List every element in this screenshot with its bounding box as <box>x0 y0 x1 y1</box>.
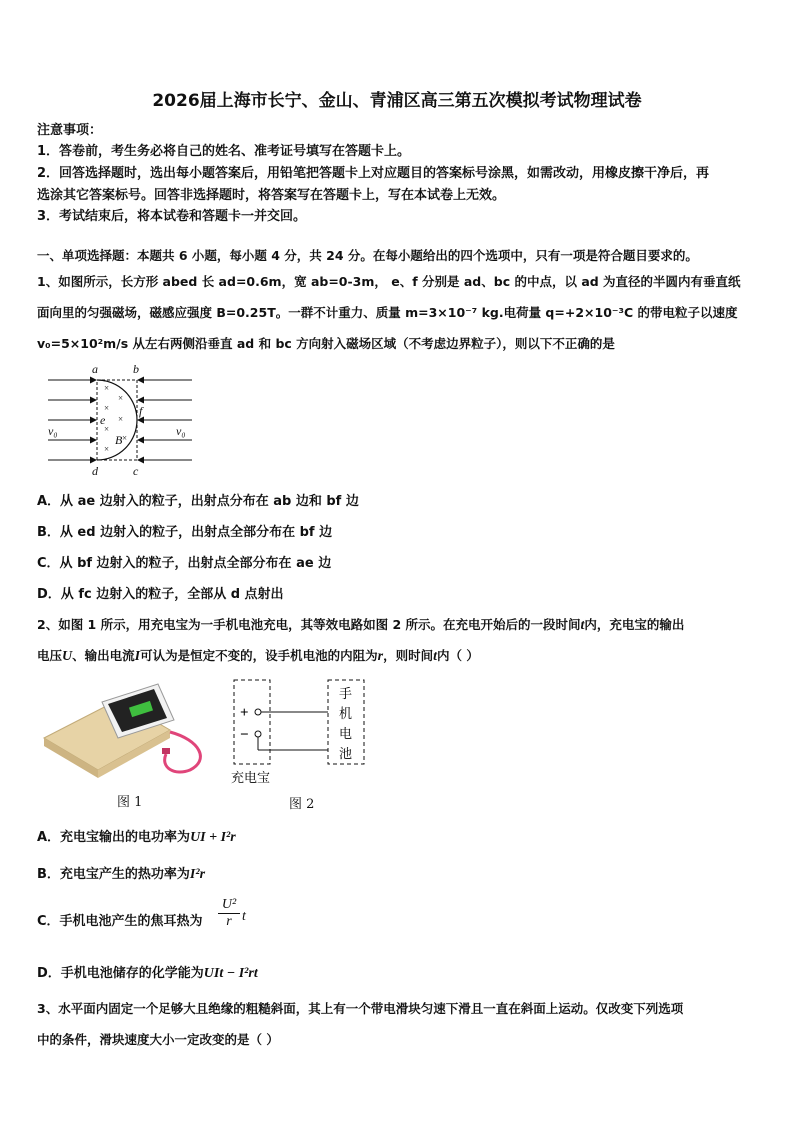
svg-text:×: × <box>118 414 124 424</box>
fraction-tail: t <box>242 909 246 924</box>
option-a: A．从 ae 边射入的粒子，出射点分布在 ab 边和 bf 边 <box>37 494 359 509</box>
notice-heading: 注意事项： <box>37 123 103 138</box>
option-b: B．从 ed 边射入的粒子，出射点全部分布在 bf 边 <box>37 525 333 540</box>
section-heading: 一、单项选择题：本题共 6 小题，每小题 4 分，共 24 分。在每小题给出的四个选项中，只有一项是符合题目要求的。 <box>37 248 698 263</box>
svg-text:机: 机 <box>339 706 353 721</box>
figure-1-caption: 图 1 <box>117 795 143 810</box>
figure-2-caption: 图 2 <box>289 797 315 812</box>
label-v0-right: v₀ <box>176 424 186 438</box>
question-1-text: 1、如图所示，长方形 abed 长 ad=0.6m，宽 ab=0-3m， e、f 分别是 ad、bc 的中点，以 ad 为直径的半圆内有垂直纸 <box>37 274 741 289</box>
question-1-text: 面向里的匀强磁场，磁感应强度 B=0.25T。一群不计重力、质量 m=3×10⁻⁷ kg.电荷量 q=+2×10⁻³C 的带电粒子以速度 <box>37 305 738 320</box>
option-d: D．手机电池储存的化学能为UIt − I²rt <box>37 966 258 981</box>
notice-item: 1．答卷前，考生务必将自己的姓名、准考证号填写在答题卡上。 <box>37 144 411 159</box>
option-d: D．从 fc 边射入的粒子，全部从 d 点射出 <box>37 587 284 602</box>
svg-text:×: × <box>104 424 110 434</box>
notice-item: 选涂其它答案标号。回答非选择题时，将答案写在答题卡上，写在本试卷上无效。 <box>37 188 506 203</box>
label-a: a <box>92 362 98 376</box>
svg-text:+: + <box>240 705 249 721</box>
question-1-text: v₀=5×10²m/s 从左右两侧沿垂直 ad 和 bc 方向射入磁场区域（不考虑边界粒子），则以下不正确的是 <box>37 336 615 351</box>
fraction: U² r <box>218 897 240 930</box>
svg-text:×: × <box>122 433 128 443</box>
equivalent-circuit-figure <box>228 676 373 788</box>
power-bank-box <box>234 680 270 764</box>
label-e: e <box>100 413 106 427</box>
option-c: C．手机电池产生的焦耳热为 <box>37 914 203 929</box>
label-B: B <box>115 433 123 447</box>
label-c: c <box>133 464 139 478</box>
page-title: 2026届上海市长宁、金山、青浦区高三第五次模拟考试物理试卷 <box>152 91 642 111</box>
option-a: A．充电宝输出的电功率为UI + I²r <box>37 830 236 845</box>
label-b: b <box>133 362 139 376</box>
question-3-text: 3、水平面内固定一个足够大且绝缘的粗糙斜面，其上有一个带电滑块匀速下滑且一直在斜面上运动。仅改变下列选项 <box>37 1001 684 1016</box>
question-2-text: 电压U、输出电流I可认为是恒定不变的，设手机电池的内阻为r，则时间t内（ ） <box>37 648 479 664</box>
option-b: B．充电宝产生的热功率为I²r <box>37 867 206 882</box>
svg-text:×: × <box>104 383 110 393</box>
svg-text:×: × <box>118 393 124 403</box>
svg-text:手: 手 <box>339 686 353 701</box>
svg-text:充电宝: 充电宝 <box>231 770 271 785</box>
question-2-text: 2、如图 1 所示，用充电宝为一手机电池充电，其等效电路如图 2 所示。在充电开始后的一段时间t内，充电宝的输出 <box>37 617 685 633</box>
power-bank-photo <box>40 680 215 785</box>
svg-text:×: × <box>104 403 110 413</box>
label-d: d <box>92 464 98 478</box>
notice-item: 3．考试结束后，将本试卷和答题卡一并交回。 <box>37 209 307 224</box>
svg-text:电: 电 <box>339 726 353 741</box>
question-3-text: 中的条件，滑块速度大小一定改变的是（ ） <box>37 1032 279 1047</box>
label-f: f <box>139 404 143 418</box>
option-c: C．从 bf 边射入的粒子，出射点全部分布在 ae 边 <box>37 556 332 571</box>
svg-text:池: 池 <box>339 746 353 761</box>
svg-text:−: − <box>240 727 249 743</box>
notice-item: 2．回答选择题时，选出每小题答案后，用铅笔把答题卡上对应题目的答案标号涂黑，如需改动，用橡皮擦干净后，再 <box>37 166 710 181</box>
svg-text:×: × <box>104 444 110 454</box>
magnetic-field-figure <box>40 360 200 480</box>
label-v0-left: v₀ <box>48 424 58 438</box>
